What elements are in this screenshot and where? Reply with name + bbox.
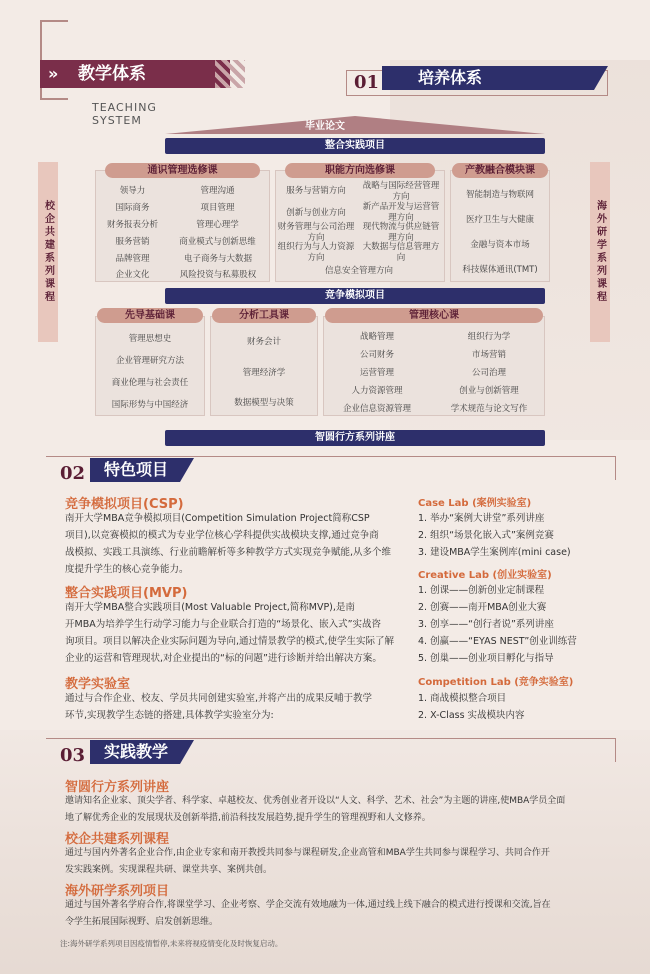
section-01-title xyxy=(382,66,594,90)
lecture-text xyxy=(65,793,615,827)
text-line: 询项目。项目以解决企业实际问题为导向,通过情景教学的模式,使学生实际了解 xyxy=(65,636,395,647)
course-item: 公司治理 xyxy=(471,368,506,378)
course-item: 企业文化 xyxy=(115,270,150,280)
graduation-thesis: 毕业论文 xyxy=(305,121,345,132)
list-item: 2. 创赛——南开MBA创业大赛 xyxy=(418,602,547,613)
course-item: 科技媒体通讯(TMT) xyxy=(462,265,538,275)
mvp-heading: 整合实践项目(MVP) xyxy=(65,586,188,601)
course-item: 学术规范与论文写作 xyxy=(450,404,528,414)
course-item: 财务报表分析 xyxy=(106,220,158,230)
core-course-title: 管理核心课 xyxy=(325,308,543,323)
cooperation-heading: 校企共建系列课程 xyxy=(65,832,170,847)
text-line: 南开大学MBA竞争模拟项目(Competition Simulation Project简称CSP xyxy=(65,513,370,524)
list-item: 3. 建设MBA学生案例库(mini case) xyxy=(418,547,571,558)
right-side-column: 海外研学系列课程 xyxy=(590,162,610,342)
course-item: 国际形势与中国经济 xyxy=(111,400,189,410)
course-item: 智能制造与物联网 xyxy=(465,190,534,200)
course-item: 财务会计 xyxy=(246,337,281,347)
course-item: 管理心理学 xyxy=(196,220,239,230)
text-line: 企业的运营和管理现状,对企业提出的“标的问题”进行诊断并给出解决方案。 xyxy=(65,653,382,664)
course-item: 公司财务 xyxy=(359,350,394,360)
course-item: 管理经济学 xyxy=(242,368,286,378)
text-line: 开MBA为培养学生行动学习能力与企业联合打造的“场景化、嵌入式”实战咨 xyxy=(65,619,382,630)
list-item: 1. 举办“案例大讲堂”系列讲座 xyxy=(418,513,545,524)
course-item: 信息安全管理方向 xyxy=(324,266,393,276)
competition-simulation-bar: 竞争模拟项目 xyxy=(165,288,545,304)
course-item: 商业伦理与社会责任 xyxy=(111,378,189,388)
double-chevron-icon: » xyxy=(48,64,59,83)
section-01-title-text: 培养体系 xyxy=(418,68,483,87)
course-item: 电子商务与大数据 xyxy=(183,254,252,264)
integrated-practice-bar: 整合实践项目 xyxy=(165,138,545,154)
course-item: 数据模型与决策 xyxy=(234,398,294,408)
section-02-number: 02 xyxy=(60,463,86,484)
course-item: 运营管理 xyxy=(359,368,394,378)
text-line: 度提升学生的核心竞争能力。 xyxy=(65,564,189,575)
creative-lab-heading: Creative Lab (创业实验室) xyxy=(418,570,552,581)
text-line: 发实践案例。实现课程共研、课堂共享、案例共创。 xyxy=(65,865,273,875)
core-course-group xyxy=(323,316,545,416)
left-side-column: 校企共建系列课程 xyxy=(38,162,58,342)
course-item: 管理沟通 xyxy=(200,186,235,196)
course-item: 管理思想史 xyxy=(128,334,172,344)
foundation-course-title: 先导基础课 xyxy=(97,308,203,323)
page-title xyxy=(40,60,230,88)
case-lab-heading: Case Lab (案例实验室) xyxy=(418,498,532,509)
text-line: 战模拟、实践工具演练、行业前瞻解析等多种教学方式实现竞争赋能,从多个维 xyxy=(65,547,392,558)
header-pattern xyxy=(215,60,245,88)
lab-heading: 教学实验室 xyxy=(65,677,131,692)
course-item: 国际商务 xyxy=(115,203,150,213)
section-02-title-text: 特色项目 xyxy=(104,460,169,479)
course-item: 现代物流与供应链管理方向 xyxy=(362,222,440,243)
list-item: 2. X-Class 实战模块内容 xyxy=(418,710,525,721)
course-item: 市场营销 xyxy=(471,350,506,360)
course-item: 风险投资与私募股权 xyxy=(179,270,257,280)
course-item: 服务营销 xyxy=(115,237,150,247)
course-item: 大数据与信息管理方向 xyxy=(362,242,440,263)
case-lab-list xyxy=(418,510,571,561)
general-elective-title: 通识管理选修课 xyxy=(105,163,260,178)
page-title-text: 教学体系 xyxy=(78,64,146,84)
course-item: 战略管理 xyxy=(359,332,394,342)
text-line: 令学生拓展国际视野、启发创新思维。 xyxy=(65,917,219,927)
industry-module-title: 产教融合模块课 xyxy=(452,163,548,178)
course-item: 企业管理研究方法 xyxy=(115,356,184,366)
cooperation-text xyxy=(65,845,615,879)
course-item: 战略与国际经营管理方向 xyxy=(362,181,440,202)
competition-lab-list xyxy=(418,690,525,724)
text-line: 邀请知名企业家、顶尖学者、科学家、卓越校友、优秀创业者开设以“人文、科学、艺术、社会”为主题的讲座,使MBA学员全面 xyxy=(65,796,566,806)
list-item: 5. 创巢——创业项目孵化与指导 xyxy=(418,653,554,664)
lecture-heading: 智圆行方系列讲座 xyxy=(65,780,170,795)
text-line: 通过与合作企业、校友、学员共同创建实验室,并将产出的成果反哺于教学 xyxy=(65,693,373,704)
course-item: 商业模式与创新思维 xyxy=(179,237,256,247)
text-line: 通过与国外著名学府合作,将课堂学习、企业考察、学企交流有效地融为一体,通过线上线下融合的模式进行授课和交流,旨在 xyxy=(65,900,551,910)
course-item: 财务管理与公司治理方向 xyxy=(277,222,355,243)
section-03-title xyxy=(90,740,180,764)
section-03-title-text: 实践教学 xyxy=(104,742,169,761)
creative-lab-list xyxy=(418,582,577,667)
list-item: 2. 组织“场景化嵌入式”案例竞赛 xyxy=(418,530,554,541)
course-item: 组织行为与人力资源方向 xyxy=(277,242,355,263)
list-item: 3. 创享——“创行者说”系列讲座 xyxy=(418,619,554,630)
text-line: 通过与国内外著名企业合作,由企业专家和南开教授共同参与课程研发,企业高管和MBA学生共同参与课程学习、共同合作开 xyxy=(65,848,550,858)
lab-text xyxy=(65,690,405,724)
lecture-series-bar: 智圆行方系列讲座 xyxy=(165,430,545,446)
section-02-title xyxy=(90,458,180,482)
section-03-number: 03 xyxy=(60,745,86,766)
course-item: 金融与资本市场 xyxy=(470,240,530,250)
subtitle-line-1: TEACHING xyxy=(92,101,157,114)
functional-elective-title: 职能方向选修课 xyxy=(285,163,435,178)
footnote: 注:海外研学系列项目因疫情暂停,未来将视疫情变化及时恢复启动。 xyxy=(60,939,283,948)
course-item: 服务与营销方向 xyxy=(286,186,346,196)
text-line: 地了解优秀企业的发展现状及创新举措,前沿科技发展趋势,提升学生的管理视野和人文修养。 xyxy=(65,813,431,823)
page-subtitle xyxy=(92,101,157,127)
course-item: 创新与创业方向 xyxy=(286,208,346,218)
mvp-text xyxy=(65,599,405,667)
csp-text xyxy=(65,510,405,578)
text-line: 项目),以竞赛模拟的模式为专业学位核心学科提供实战模块支撑,通过竞争商 xyxy=(65,530,379,541)
course-item: 品牌管理 xyxy=(115,254,150,264)
subtitle-line-2: SYSTEM xyxy=(92,114,142,127)
csp-heading: 竞争模拟项目(CSP) xyxy=(65,497,184,512)
course-item: 创业与创新管理 xyxy=(459,386,519,396)
list-item: 1. 创课——创新创业定制课程 xyxy=(418,585,545,596)
overseas-text xyxy=(65,897,615,931)
list-item: 1. 商战模拟整合项目 xyxy=(418,693,507,704)
course-item: 组织行为学 xyxy=(467,332,511,342)
course-item: 项目管理 xyxy=(200,203,235,213)
competition-lab-heading: Competition Lab (竞争实验室) xyxy=(418,677,574,688)
list-item: 4. 创赢——“EYAS NEST”创业训练营 xyxy=(418,636,577,647)
section-01-number: 01 xyxy=(354,72,380,93)
text-line: 南开大学MBA整合实践项目(Most Valuable Project,简称MVP),是南 xyxy=(65,602,355,613)
course-item: 人力资源管理 xyxy=(351,386,403,396)
analysis-tool-title: 分析工具课 xyxy=(212,308,316,323)
course-item: 企业信息资源管理 xyxy=(342,404,411,414)
course-item: 医疗卫生与大健康 xyxy=(465,215,534,225)
text-line: 环节,实现教学生态链的搭建,具体教学实验室分为: xyxy=(65,710,274,721)
course-item: 新产品开发与运营管理方向 xyxy=(362,202,440,223)
course-item: 领导力 xyxy=(119,186,146,196)
overseas-heading: 海外研学系列项目 xyxy=(65,884,170,899)
